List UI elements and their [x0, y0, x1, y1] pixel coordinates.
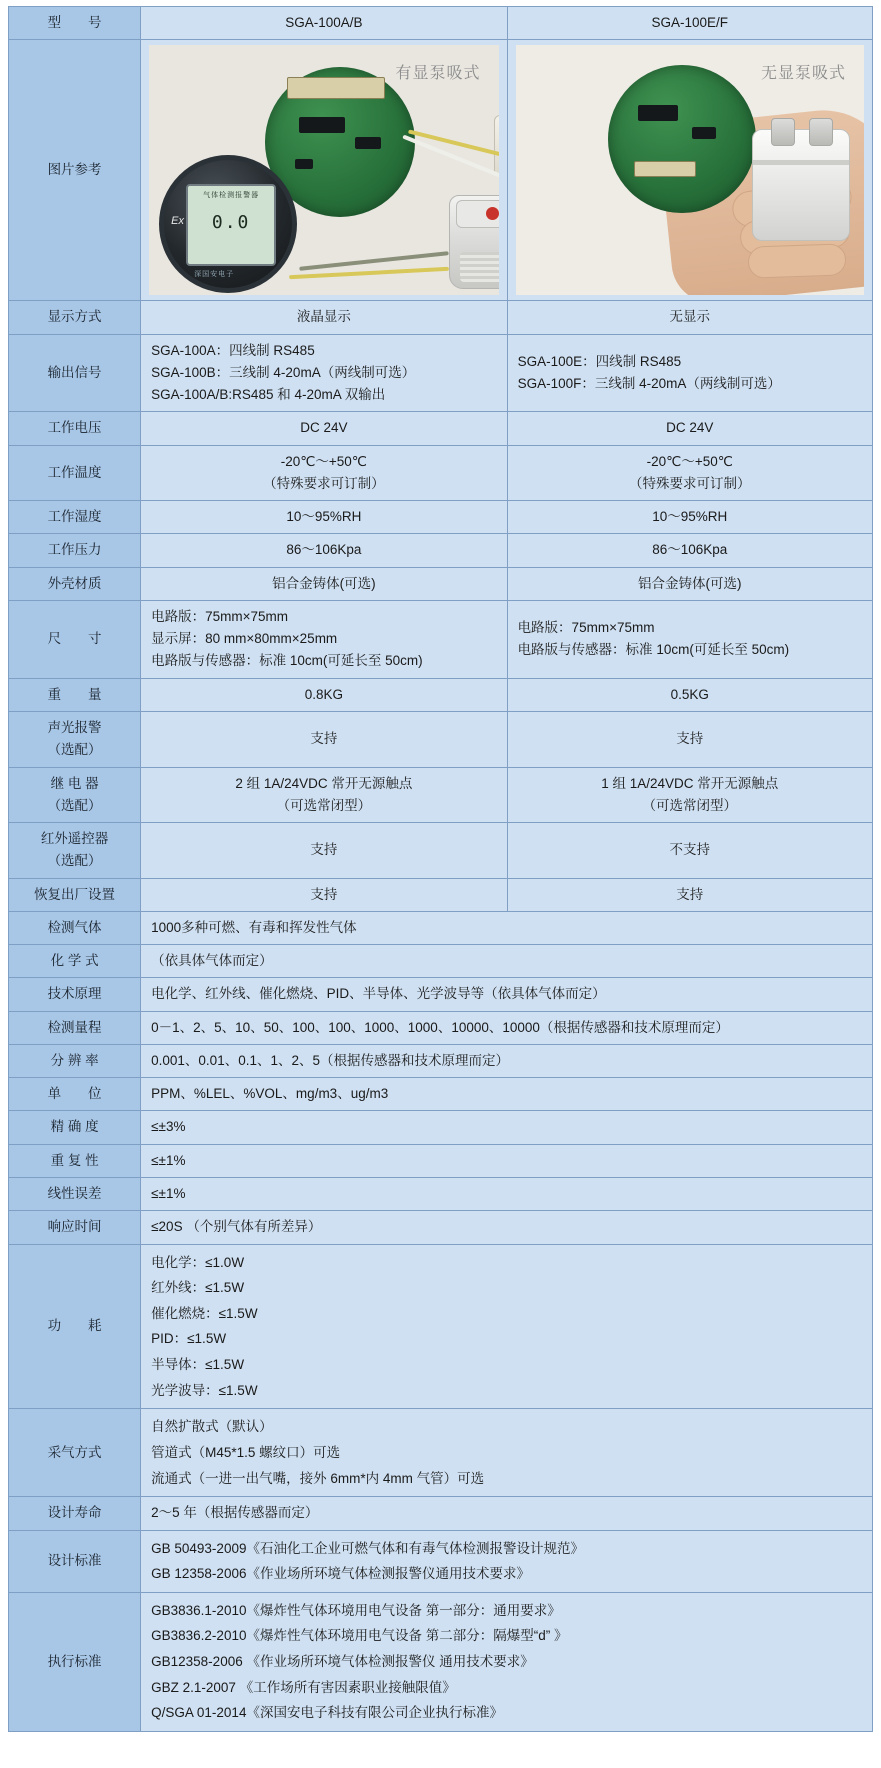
pump-sensor-b	[752, 129, 850, 241]
model-b: SGA-100E/F	[507, 7, 872, 40]
row-label-range: 检测量程	[9, 1011, 141, 1044]
table-row-size	[9, 600, 873, 678]
principle-value: 电化学、红外线、催化燃烧、PID、半导体、光学波导等（依具体气体而定）	[141, 978, 873, 1011]
output-signal-b-line2: SGA-100F：三线制 4-20mA（两线制可选）	[517, 375, 781, 391]
table-row-ir-remote	[9, 823, 873, 879]
execution-standard-line4: GBZ 2.1-2007 《工作场所有害因素职业接触限值》	[151, 1679, 456, 1695]
power-line4: PID：≤1.5W	[151, 1331, 227, 1347]
lcd-header-text: 气体检测报警器	[203, 192, 260, 200]
ir-remote-a: 支持	[141, 823, 507, 879]
row-label-model: 型 号	[9, 7, 141, 40]
output-signal-a	[141, 334, 507, 412]
size-b-line2: 电路版与传感器：标准 10cm(可延长至 50cm)	[517, 642, 790, 658]
accuracy-value: ≤±3%	[141, 1111, 873, 1144]
row-label-relay-line2: （选配）	[47, 797, 102, 813]
row-label-linearity: 线性误差	[9, 1177, 141, 1210]
table-row-principle	[9, 978, 873, 1011]
sensor-indicator-icon	[486, 207, 498, 220]
lcd-screen	[186, 184, 276, 266]
table-row-relay	[9, 767, 873, 823]
power-line1: 电化学：≤1.0W	[151, 1254, 245, 1270]
table-row-chemical-formula	[9, 945, 873, 978]
row-label-factory-reset: 恢复出厂设置	[9, 878, 141, 911]
execution-standard-line2: GB3836.2-2010《爆炸性气体环境用电气设备 第二部分：隔爆型“d” 》	[151, 1628, 568, 1644]
relay-b-line2: （可选常闭型）	[642, 797, 738, 813]
brand-text: 深国安电子	[194, 270, 235, 278]
row-label-size: 尺 寸	[9, 600, 141, 678]
ic-chip-icon	[638, 105, 678, 121]
size-a-line3: 电路版与传感器：标准 10cm(可延长至 50cm)	[151, 653, 423, 669]
resolution-value: 0.001、0.01、0.1、1、2、5（根据传感器和技术原理而定）	[141, 1044, 873, 1077]
row-label-sampling: 采气方式	[9, 1409, 141, 1497]
row-label-principle: 技术原理	[9, 978, 141, 1011]
sampling-line1: 自然扩散式（默认）	[151, 1419, 273, 1435]
output-signal-a-line1: SGA-100A：四线制 RS485	[151, 342, 315, 358]
temperature-b-line1: -20℃～+50℃	[646, 453, 733, 469]
ic-chip-icon	[299, 117, 345, 133]
row-label-chemical-formula: 化 学 式	[9, 945, 141, 978]
relay-a-line2: （可选常闭型）	[276, 797, 372, 813]
row-label-repeatability: 重 复 性	[9, 1144, 141, 1177]
relay-a	[141, 767, 507, 823]
factory-reset-a: 支持	[141, 878, 507, 911]
factory-reset-b: 支持	[507, 878, 872, 911]
housing-b: 铝合金铸体(可选)	[507, 567, 872, 600]
output-signal-b-line1: SGA-100E：四线制 RS485	[517, 353, 682, 369]
connector-icon	[634, 161, 696, 177]
pcb-board-b	[608, 65, 756, 213]
design-standard-value	[141, 1530, 873, 1592]
execution-standard-line5: Q/SGA 01-2014《深国安电子科技有限公司企业执行标准》	[151, 1705, 503, 1721]
row-label-temperature: 工作温度	[9, 445, 141, 501]
table-row-linearity	[9, 1177, 873, 1210]
table-row-lifespan	[9, 1497, 873, 1530]
specification-table	[8, 6, 873, 1732]
row-label-lifespan: 设计寿命	[9, 1497, 141, 1530]
sensor-thread	[460, 252, 498, 282]
table-row-accuracy	[9, 1111, 873, 1144]
power-line3: 催化燃烧：≤1.5W	[151, 1305, 258, 1321]
pressure-b: 86～106Kpa	[507, 534, 872, 567]
table-row-repeatability	[9, 1144, 873, 1177]
size-a-line1: 电路版：75mm×75mm	[151, 608, 289, 624]
row-label-detect-gas: 检测气体	[9, 911, 141, 944]
range-value: 0－1、2、5、10、50、100、100、1000、1000、10000、10000（根据传感器和技术原理而定）	[141, 1011, 873, 1044]
weight-a: 0.8KG	[141, 678, 507, 711]
design-standard-line2: GB 12358-2006《作业场所环境气体检测报警仪通用技术要求》	[151, 1566, 530, 1582]
ic-chip-icon	[295, 159, 313, 169]
row-label-weight: 重 量	[9, 678, 141, 711]
row-label-relay	[9, 767, 141, 823]
pressure-a: 86～106Kpa	[141, 534, 507, 567]
row-label-resolution: 分 辨 率	[9, 1044, 141, 1077]
product-photo-b	[516, 45, 864, 295]
chemical-formula-value: （依具体气体而定）	[141, 945, 873, 978]
row-label-ir-line1: 红外遥控器	[40, 831, 109, 847]
row-label-pressure: 工作压力	[9, 534, 141, 567]
row-label-response-time: 响应时间	[9, 1211, 141, 1244]
execution-standard-value	[141, 1592, 873, 1731]
row-label-power: 功 耗	[9, 1244, 141, 1409]
power-line6: 光学波导：≤1.5W	[151, 1382, 258, 1398]
row-label-ir-line2: （选配）	[47, 853, 102, 869]
temperature-b-line2: （特殊要求可订制）	[629, 475, 751, 491]
photo-caption-b: 无显泵吸式	[760, 65, 846, 83]
execution-standard-line1: GB3836.1-2010《爆炸性气体环境用电气设备 第一部分：通用要求》	[151, 1602, 561, 1618]
gas-outlet-port	[809, 118, 833, 146]
temperature-a	[141, 445, 507, 501]
photo-cell-a	[141, 40, 507, 301]
table-row-housing	[9, 567, 873, 600]
humidity-b: 10～95%RH	[507, 501, 872, 534]
size-a-line2: 显示屏：80 mm×80mm×25mm	[151, 631, 338, 647]
table-row-range	[9, 1011, 873, 1044]
response-time-value: ≤20S （个别气体有所差异）	[141, 1211, 873, 1244]
temperature-a-line1: -20℃～+50℃	[280, 453, 367, 469]
display-mode-a: 液晶显示	[141, 301, 507, 334]
ex-mark-icon: Ex	[171, 215, 184, 228]
output-signal-a-line3: SGA-100A/B:RS485 和 4-20mA 双输出	[151, 387, 386, 403]
relay-a-line1: 2 组 1A/24VDC 常开无源触点	[235, 775, 413, 791]
sampling-line2: 管道式（M45*1.5 螺纹口）可选	[151, 1444, 341, 1460]
terminal-block-icon	[287, 77, 385, 99]
voltage-a: DC 24V	[141, 412, 507, 445]
table-row-detect-gas	[9, 911, 873, 944]
power-value	[141, 1244, 873, 1409]
sampling-line3: 流通式（一进一出气嘴，接外 6mm*内 4mm 气管）可选	[151, 1470, 485, 1486]
table-row-response-time	[9, 1211, 873, 1244]
display-mode-b: 无显示	[507, 301, 872, 334]
size-b	[507, 600, 872, 678]
table-row-voltage	[9, 412, 873, 445]
model-a: SGA-100A/B	[141, 7, 507, 40]
table-row-power	[9, 1244, 873, 1409]
table-row-display-mode	[9, 301, 873, 334]
row-label-housing: 外壳材质	[9, 567, 141, 600]
size-a	[141, 600, 507, 678]
housing-a: 铝合金铸体(可选)	[141, 567, 507, 600]
unit-value: PPM、%LEL、%VOL、mg/m3、ug/m3	[141, 1078, 873, 1111]
linearity-value: ≤±1%	[141, 1177, 873, 1210]
output-signal-a-line2: SGA-100B：三线制 4-20mA（两线制可选）	[151, 364, 416, 380]
alarm-a: 支持	[141, 711, 507, 767]
relay-b-line1: 1 组 1A/24VDC 常开无源触点	[601, 775, 779, 791]
row-label-output-signal: 输出信号	[9, 334, 141, 412]
repeatability-value: ≤±1%	[141, 1144, 873, 1177]
design-standard-line1: GB 50493-2009《石油化工企业可燃气体和有毒气体检测报警设计规范》	[151, 1540, 584, 1556]
ic-chip-icon	[355, 137, 381, 149]
weight-b: 0.5KG	[507, 678, 872, 711]
table-row-weight	[9, 678, 873, 711]
table-row-resolution	[9, 1044, 873, 1077]
display-unit-a	[159, 155, 297, 293]
power-line5: 半导体：≤1.5W	[151, 1357, 245, 1373]
ir-remote-b: 不支持	[507, 823, 872, 879]
power-line2: 红外线：≤1.5W	[151, 1280, 245, 1296]
temperature-b	[507, 445, 872, 501]
output-signal-b	[507, 334, 872, 412]
table-row-alarm	[9, 711, 873, 767]
table-row-pressure	[9, 534, 873, 567]
finger-shape	[747, 244, 846, 279]
alarm-b: 支持	[507, 711, 872, 767]
execution-standard-line3: GB12358-2006 《作业场所环境气体检测报警仪 通用技术要求》	[151, 1654, 534, 1670]
sampling-value	[141, 1409, 873, 1497]
ic-chip-icon	[692, 127, 716, 139]
photo-caption-a: 有显泵吸式	[395, 65, 481, 83]
humidity-a: 10～95%RH	[141, 501, 507, 534]
row-label-photos: 图片参考	[9, 40, 141, 301]
voltage-b: DC 24V	[507, 412, 872, 445]
table-row-output-signal	[9, 334, 873, 412]
table-row-execution-standard	[9, 1592, 873, 1731]
table-row-sampling	[9, 1409, 873, 1497]
sensor-band	[753, 160, 849, 165]
table-row-factory-reset	[9, 878, 873, 911]
photo-cell-b	[507, 40, 872, 301]
lcd-digits: 0.0	[211, 211, 251, 233]
row-label-humidity: 工作湿度	[9, 501, 141, 534]
row-label-relay-line1: 继 电 器	[50, 775, 99, 791]
size-b-line1: 电路版：75mm×75mm	[517, 620, 655, 636]
table-row-design-standard	[9, 1530, 873, 1592]
row-label-accuracy: 精 确 度	[9, 1111, 141, 1144]
table-row-unit	[9, 1078, 873, 1111]
lifespan-value: 2～5 年（根据传感器而定）	[141, 1497, 873, 1530]
pump-sensor-a	[449, 195, 498, 289]
row-label-voltage: 工作电压	[9, 412, 141, 445]
table-row-temperature	[9, 445, 873, 501]
row-label-display-mode: 显示方式	[9, 301, 141, 334]
relay-b	[507, 767, 872, 823]
temperature-a-line2: （特殊要求可订制）	[263, 475, 385, 491]
brass-sensor	[494, 115, 498, 177]
product-photo-a	[149, 45, 498, 295]
row-label-unit: 单 位	[9, 1078, 141, 1111]
row-label-alarm-line1: 声光报警	[47, 719, 102, 735]
row-label-execution-standard: 执行标准	[9, 1592, 141, 1731]
detect-gas-value: 1000多种可燃、有毒和挥发性气体	[141, 911, 873, 944]
gas-inlet-port	[771, 118, 795, 146]
row-label-alarm-line2: （选配）	[47, 742, 102, 758]
row-label-ir-remote	[9, 823, 141, 879]
table-row-photos	[9, 40, 873, 301]
table-row-humidity	[9, 501, 873, 534]
row-label-design-standard: 设计标准	[9, 1530, 141, 1592]
row-label-alarm	[9, 711, 141, 767]
table-row-model	[9, 7, 873, 40]
